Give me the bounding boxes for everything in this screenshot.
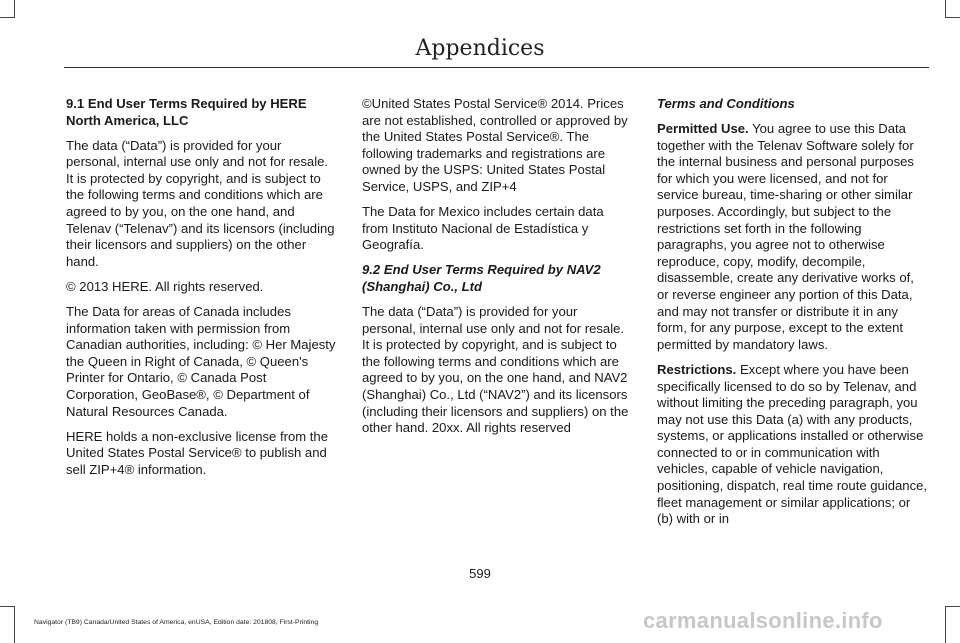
restrictions-label: Restrictions. bbox=[657, 361, 737, 377]
crop-mark-bottom-right-horizontal bbox=[945, 606, 960, 607]
permitted-use-text: You agree to use this Data together with the Telenav Software solely for the internal business and personal purposes for which you were licensed, and not for service bureau, time-sharing or other similar purposes. Accordingly, but subject to the restrictions set forth in the following paragraphs, you agree not to otherwise reproduce, copy, modify, decompile, disassemble, create any derivative works of, or reverse engineer any portion of this Data, and may not transfer or distribute it in any form, for any purpose, except to the extent permitted by mandatory laws. bbox=[657, 121, 914, 352]
crop-mark-top-left-vertical bbox=[14, 0, 15, 17]
watermark: carmanualsonline.info bbox=[643, 608, 883, 633]
text-column-2 bbox=[362, 96, 633, 445]
crop-mark-top-left-horizontal bbox=[0, 17, 15, 18]
footer-edition-info: Navigator (TB9) Canada/United States of America, enUSA, Edition date: 201808, First-Printing bbox=[34, 619, 319, 626]
crop-mark-top-right-vertical bbox=[945, 0, 946, 17]
subsection-heading: Terms and Conditions bbox=[657, 96, 795, 111]
paragraph: ©United States Postal Service® 2014. Prices are not established, controlled or approved by the United States Postal Service®. The following trademarks and registrations are owned by the USPS: United States Postal Service, USPS, and ZIP+4 bbox=[362, 96, 628, 194]
paragraph-restrictions bbox=[657, 362, 928, 528]
text-column-3 bbox=[657, 96, 928, 536]
paragraph-permitted-use bbox=[657, 121, 928, 353]
permitted-use-label: Permitted Use. bbox=[657, 121, 749, 137]
crop-mark-top-right-horizontal bbox=[945, 17, 960, 18]
paragraph: The Data for areas of Canada includes information taken with permission from Canadian authorities, including: © Her Majesty the Queen in Right of Canada, © Queen's Printer for Ontario, © Canada Post Corporation, GeoBase®, © Department of Natural Resources Canada. bbox=[66, 304, 336, 419]
section-heading-9-1: 9.1 End User Terms Required by HERE North America, LLC bbox=[66, 96, 307, 128]
section-heading-9-2: 9.2 End User Terms Required by NAV2 (Shanghai) Co., Ltd bbox=[362, 262, 601, 294]
paragraph: The data (“Data”) is provided for your personal, internal use only and not for resale. It is protected by copyright, and is subject to the following terms and conditions which are agreed to by you, on the one hand, and Telenav (“Telenav”) and its licensors (including their licensors and suppliers) on the other hand. bbox=[66, 137, 335, 269]
paragraph: HERE holds a non-exclusive license from the United States Postal Service® to publish and sell ZIP+4® information. bbox=[66, 428, 328, 477]
paragraph: © 2013 HERE. All rights reserved. bbox=[66, 278, 264, 294]
crop-mark-bottom-left-vertical bbox=[14, 606, 15, 643]
paragraph: The data (“Data”) is provided for your personal, internal use only and not for resale. It is protected by copyright, and is subject to the following terms and conditions which are agreed to by you, on the one hand, and NAV2 (Shanghai) Co., Ltd (“NAV2”) and its licensors (including their licensors and suppliers) on the other hand. 20xx. All rights reserved bbox=[362, 304, 629, 436]
crop-mark-bottom-right-vertical bbox=[945, 606, 946, 643]
crop-mark-bottom-left-horizontal bbox=[0, 606, 15, 607]
text-column-1 bbox=[66, 96, 337, 487]
restrictions-text: Except where you have been specifically licensed to do so by Telenav, and without limiting the preceding paragraph, you may not use this Data (a) with any products, systems, or applications installed or otherwise connected to or in communication with vehicles, capable of vehicle navigation, positioning, dispatch, real time route guidance, fleet management or similar applications; or (b) with or in bbox=[657, 361, 928, 527]
header-divider bbox=[64, 67, 929, 68]
page-title: Appendices bbox=[415, 36, 545, 61]
paragraph: The Data for Mexico includes certain data from Instituto Nacional de Estadística y Geografía. bbox=[362, 204, 604, 253]
page-number: 599 bbox=[469, 566, 491, 581]
